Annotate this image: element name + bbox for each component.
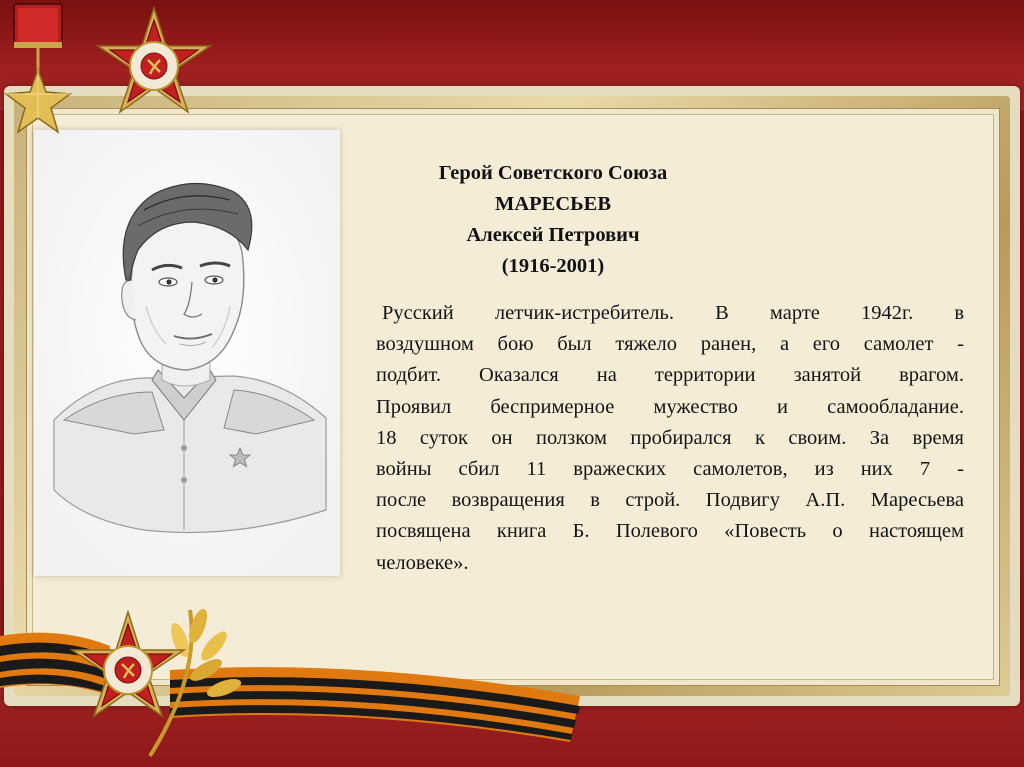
bio-line: войны сбил 11 вражеских самолетов, из них 7 -: [376, 458, 964, 481]
gold-star-medal-icon: [4, 0, 76, 140]
bio-line: Проявил беспримерное мужество и самообладание.: [376, 395, 964, 418]
bio-line: 18 суток он ползком пробирался к своим. За время: [376, 426, 964, 449]
bio-line: Русский летчик-истребитель. В марте 1942г. в: [382, 302, 964, 324]
bio-line: подбит. Оказался на территории занятой врагом.: [376, 364, 964, 387]
order-patriotic-war-top-icon: [92, 4, 216, 128]
heading-surname: МАРЕСЬЕВ: [494, 193, 612, 215]
heading-years: (1916-2001): [501, 255, 605, 277]
bio-line: посвящена книга Б. Полевого «Повесть о настоящем: [376, 520, 964, 543]
bio-line: воздушном бою был тяжело ранен, а его самолет -: [376, 333, 964, 356]
heading-name: Алексей Петрович: [466, 224, 640, 246]
hero-heading: [380, 158, 726, 282]
bio-line: после возвращения в строй. Подвигу А.П. Маресьева: [376, 489, 964, 512]
bio-line: человеке».: [376, 551, 469, 574]
portrait-frame: [34, 130, 340, 576]
portrait-sketch: [34, 130, 340, 576]
heading-title: Герой Советского Союза: [438, 162, 668, 184]
st-george-ribbon-icon: [0, 606, 600, 767]
biography-text: [376, 298, 964, 579]
